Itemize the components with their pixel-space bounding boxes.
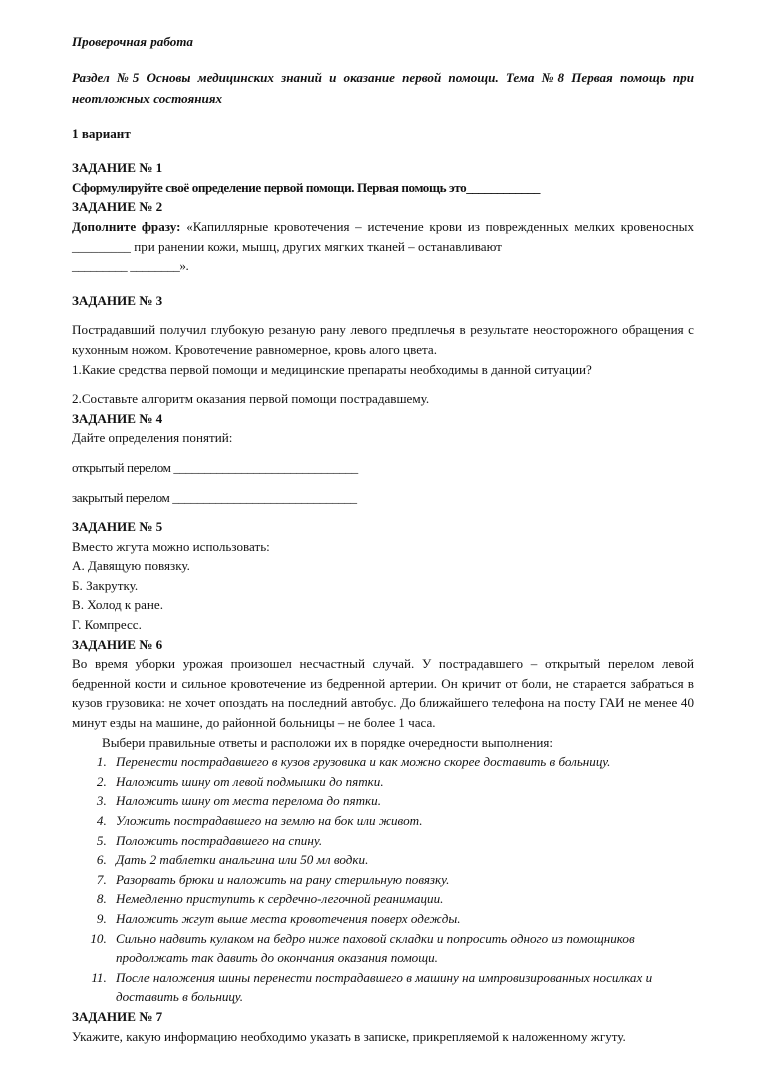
section-title: Раздел №5 Основы медицинских знаний и оказание первой помощи. Тема №8 Первая помощь при неотложных состояниях [72,69,694,106]
task-6-instruction: Выбери правильные ответы и расположи их в порядке очередности выполнения: [102,734,554,750]
spacer [72,276,694,291]
spacer [72,143,694,158]
list-item: 10. Сильно надвить кулаком на бедро ниже паховой складки и попросить одного из помощников продолжать так давить до окончания оказания помощи. [110,929,694,968]
task-4-heading: ЗАДАНИЕ № 4 [72,410,163,426]
spacer [72,310,694,320]
task-2-tail: _________ ________». [72,258,189,274]
task-6-scenario: Во время уборки урожая произошел несчастный случай. У пострадавшего – открытый перелом левой бедренной кости и сильное кровотечение из бедренной артерии. Он кричит от боли, не старается забраться в кузов грузовика: не хочет опоздать на последний автобус. До ближайшего телефона на посту ГАИ не менее 40 минут езды на машине, до районной больницы – не более 1 часа. [72,656,694,731]
spacer [72,52,694,67]
task-1-body: Сформулируйте своё определение первой помощи. Первая помощь это____________ [72,179,541,195]
list-item: 4. Уложить пострадавшего на землю на бок или живот. [110,811,694,831]
task-3-question-1: 1.Какие средства первой помощи и медицинские препараты необходимы в данной ситуации? [72,361,592,377]
task-5-heading: ЗАДАНИЕ № 5 [72,519,163,535]
list-item: 7. Разорвать брюки и наложить на рану стерильную повязку. [110,870,694,890]
task-5-option-g: Г. Компресс. [72,617,142,633]
task-5-option-a: А. Давящую повязку. [72,558,190,574]
task-3-scenario: Пострадавший получил глубокую резаную рану левого предплечья в результате неосторожного обращения с кухонным ножом. Кровотечение равномерное, кровь алого цвета. [72,322,694,357]
task-2-heading: ЗАДАНИЕ № 2 [72,199,163,215]
variant-label: 1 вариант [72,125,131,141]
list-item: 9. Наложить жгут выше места кровотечения поверх одежды. [110,909,694,929]
spacer [72,478,694,488]
list-item: 8. Немедленно приступить к сердечно-легочной реанимации. [110,889,694,909]
task-5-body: Вместо жгута можно использовать: [72,538,270,554]
list-item: 1. Перенести пострадавшего в кузов грузовика и как можно скорее доставить в больницу. [110,752,694,772]
list-item: 6. Дать 2 таблетки анальгина или 50 мл водки. [110,850,694,870]
task-3-heading: ЗАДАНИЕ № 3 [72,292,163,308]
task-2-lead: Дополните фразу: [72,218,181,234]
task-2-text: «Капиллярные кровотечения – истечение крови из поврежденных мелких кровеносных _________ при ранении кожи, мышц, других мягких тканей – останавливают [72,218,694,254]
task-6-answer-list [72,752,694,1007]
task-4-blank-open-fracture: открытый перелом ______________________________ [72,459,358,475]
list-item: 2. Наложить шину от левой подмышки до пятки. [110,772,694,792]
spacer [72,448,694,458]
task-1-heading: ЗАДАНИЕ № 1 [72,160,163,176]
task-7-heading: ЗАДАНИЕ № 7 [72,1008,163,1024]
list-item: 11. После наложения шины перенести пострадавшего в машину на импровизированных носилках и доставить в больницу. [110,968,694,1007]
spacer [72,109,694,124]
task-3-question-2: 2.Составьте алгоритм оказания первой помощи пострадавшему. [72,391,430,407]
spacer [72,379,694,389]
task-7-body: Укажите, какую информацию необходимо указать в записке, прикрепляемой к наложенному жгуту. [72,1028,626,1044]
task-5-option-b: Б. Закрутку. [72,577,139,593]
task-4-body: Дайте определения понятий: [72,430,233,446]
task-2-body [72,217,694,256]
list-item: 5. Положить пострадавшего на спину. [110,831,694,851]
spacer [72,507,694,517]
task-4-blank-closed-fracture: закрытый перелом ______________________________ [72,489,357,505]
list-item: 3. Наложить шину от места перелома до пятки. [110,791,694,811]
document-body [72,32,694,1046]
document-kind-label: Проверочная работа [72,34,193,49]
task-5-option-v: В. Холод к ране. [72,597,164,613]
task-6-heading: ЗАДАНИЕ № 6 [72,636,163,652]
